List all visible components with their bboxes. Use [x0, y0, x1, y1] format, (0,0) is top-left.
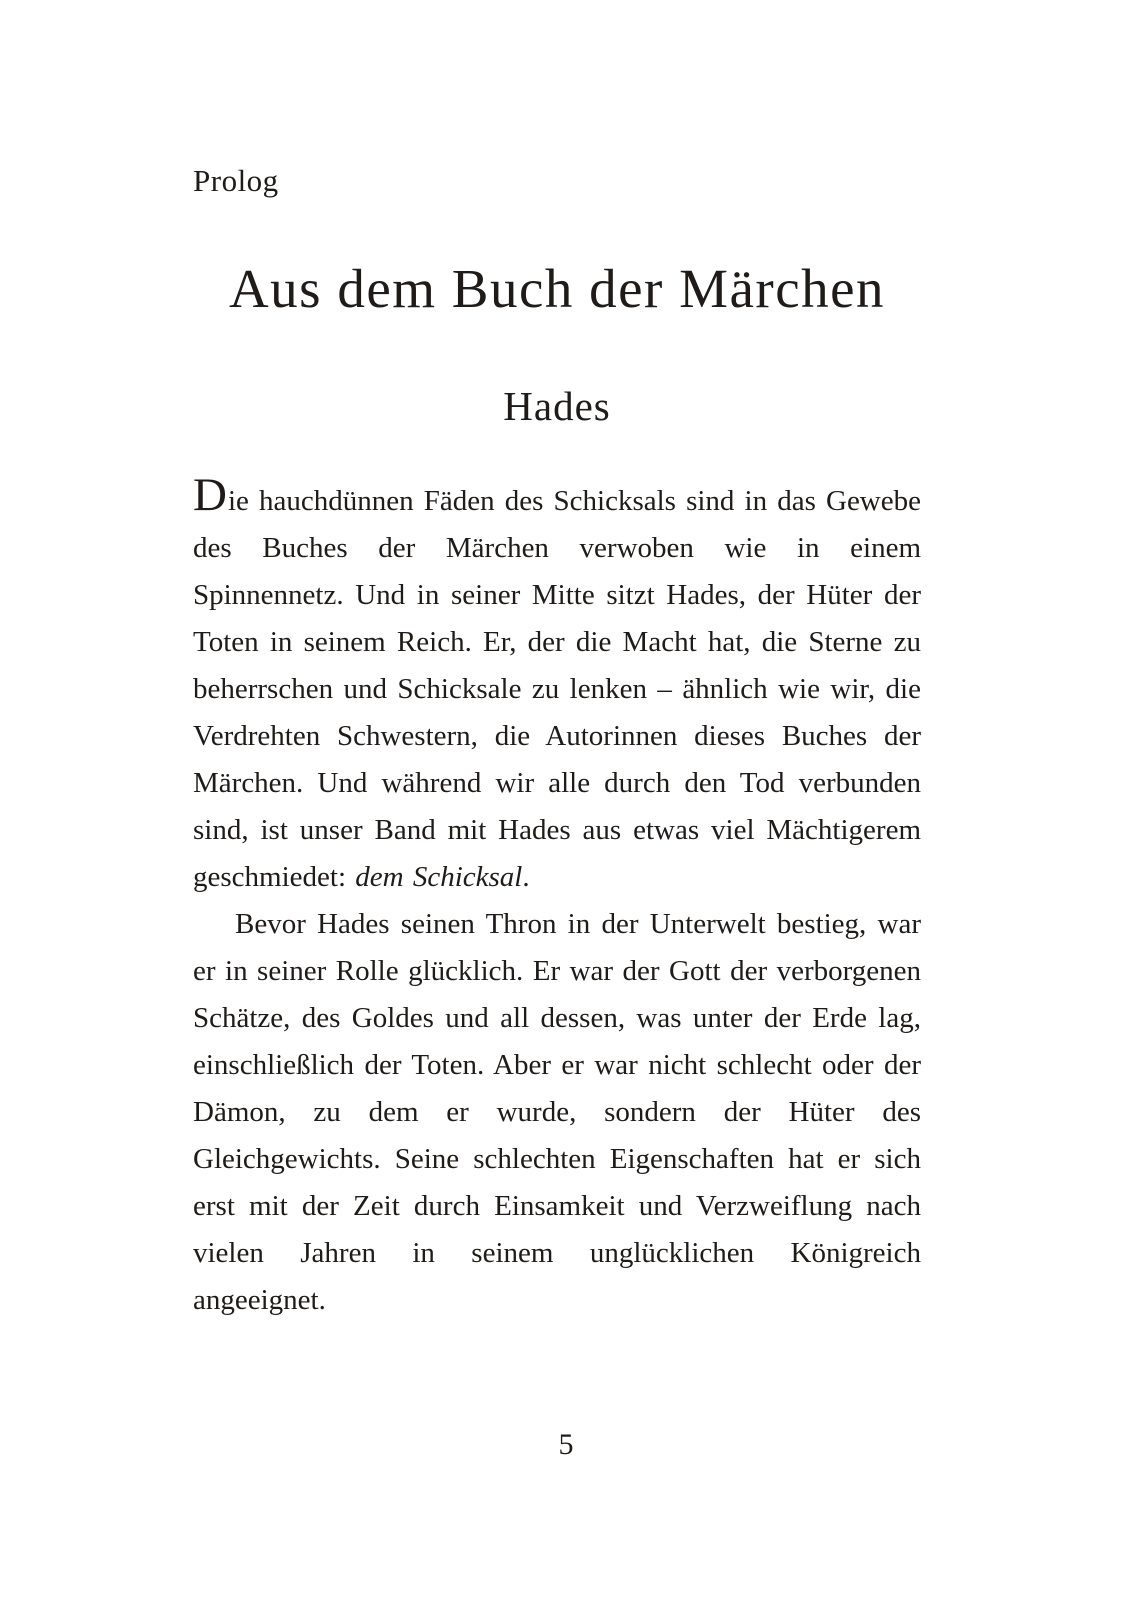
paragraph-one-text: ie hauchdünnen Fäden des Schicksals sind in das Gewebe des Buches der Märchen verwoben wie in einem Spinnennetz. Und in seiner Mitte sitzt Hades, der Hüter der Toten in seinem Reich. Er, der die Macht hat, die Sterne zu beherrschen und Schicksale zu lenken – ähnlich wie wir, die Verdrehten Schwestern, die Autorinnen dieses Buches der Märchen. Und während wir alle durch den Tod verbunden sind, ist unser Band mit Hades aus etwas viel Mächtigerem geschmiedet: — [193, 484, 921, 893]
chapter-kicker: Prolog — [193, 163, 279, 198]
chapter-title: Aus dem Buch der Märchen — [228, 258, 886, 319]
paragraph-two: Bevor Hades seinen Thron in der Unterwelt bestieg, war er in seiner Rolle glücklich. Er war der Gott der verborgenen Schätze, des Goldes und all dessen, was unter der Erde lag, einschließlich der Toten. Aber er war nicht schlecht oder der Dämon, zu dem er wurde, sondern der Hüter des Gleichgewichts. Seine schlechten Eigenschaften hat er sich erst mit der Zeit durch Einsamkeit und Verzweiflung nach vielen Jahren in seinem unglücklichen Königreich angeeignet. — [193, 907, 921, 1316]
italic-phrase: dem Schicksal — [355, 860, 523, 893]
page-number: 5 — [558, 1428, 574, 1461]
dropcap-letter: D — [193, 468, 228, 521]
paragraph-one-period: . — [522, 860, 530, 893]
paragraph-one — [193, 430, 921, 901]
section-subtitle: Hades — [503, 382, 611, 429]
text-block — [193, 0, 921, 1324]
